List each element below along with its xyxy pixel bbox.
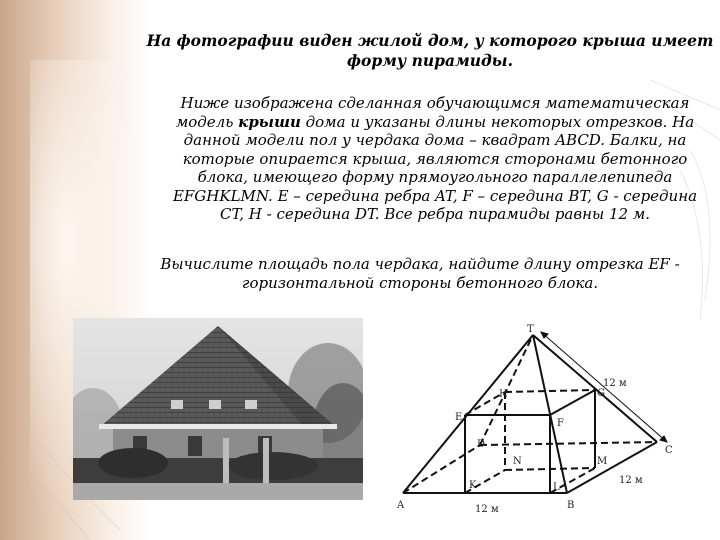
edge-nm xyxy=(505,468,595,470)
label-k: K xyxy=(469,480,477,491)
paragraph-part1: Ниже изображена сделанная обучающимся математическая модель xyxy=(175,94,690,131)
edge-fg xyxy=(550,390,595,415)
edge-bc xyxy=(567,442,657,493)
label-h: H xyxy=(499,389,508,400)
heading: На фотографии виден жилой дом, у которого крыша имеет форму пирамиды. xyxy=(146,31,714,70)
label-m: M xyxy=(597,456,608,467)
label-g: G xyxy=(597,388,605,399)
label-t: T xyxy=(527,324,534,335)
label-a: A xyxy=(397,500,405,511)
house-photo-illustration xyxy=(73,318,363,500)
label-n: N xyxy=(513,456,522,467)
dimension-tc-label: 12 м xyxy=(603,378,627,389)
label-e: E xyxy=(455,412,463,423)
paragraph-bold: крыши xyxy=(238,112,301,131)
label-f: F xyxy=(557,418,564,429)
question-text: Вычислите площадь пола чердака, найдите длину отрезка EF - горизонтальной стороны бетонного блока. xyxy=(160,255,680,292)
house-photo xyxy=(73,318,363,500)
label-l: L xyxy=(553,482,560,493)
dimension-bc-label: 12 м xyxy=(619,475,643,486)
dimension-ab-label: 12 м xyxy=(475,504,499,515)
label-d: D xyxy=(477,439,486,450)
edge-hg xyxy=(505,390,595,392)
problem-paragraph xyxy=(160,94,710,224)
label-c: C xyxy=(665,445,673,456)
label-b: B xyxy=(567,500,575,511)
pyramid-diagram xyxy=(395,320,685,520)
edge-dc xyxy=(480,442,657,445)
paragraph-part2: дома и указаны длины некоторых отрезков. На данной модели пол у чердака дома – квадрат ABCD. Балки, на которые опирается крыша, являются сторонами бетонного блока, имеющего форму прямоугольного параллелепипеда EFGHKLMN. E – середина ребра AT, F – середина BT, G - середина CT, H - середина DT. Все ребра пирамиды равны 12 м. xyxy=(172,112,698,223)
